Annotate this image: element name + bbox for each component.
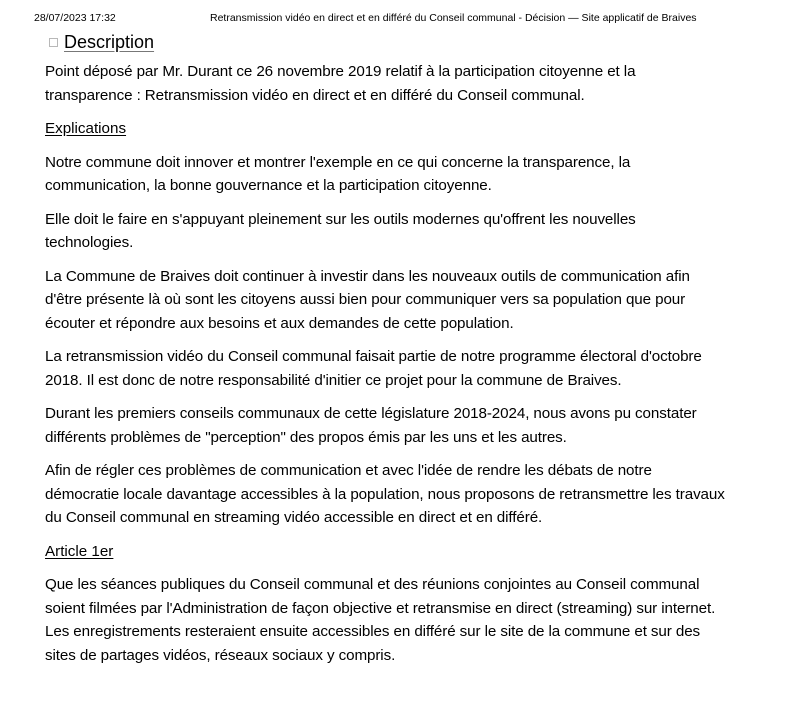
intro-paragraph: Point déposé par Mr. Durant ce 26 novembre 2019 relatif à la participation citoyenne et la transparence : Retransmission vidéo en direct et en différé du Conseil communal. bbox=[45, 63, 636, 104]
paragraph: Elle doit le faire en s'appuyant pleinement sur les outils modernes qu'offrent les nouvelles technologies. bbox=[45, 210, 636, 251]
section-heading-description[interactable] bbox=[45, 30, 725, 54]
paragraph: Que les séances publiques du Conseil communal et des réunions conjointes au Conseil communal soient filmées par l'Administration de façon objective et retransmise en direct (streaming) sur internet. Les enregistrements resteraient ensuite accessibles en différé sur le site de la commune et sur des sites de partages vidéos, réseaux sociaux y compris. bbox=[45, 576, 716, 664]
print-header bbox=[0, 12, 787, 26]
section-title: Description bbox=[64, 31, 155, 52]
print-datetime: 28/07/2023 17:32 bbox=[34, 12, 116, 24]
paragraph: La Commune de Braives doit continuer à investir dans les nouveaux outils de communication afin d'être présente là où sont les citoyens aussi bien pour communiquer vers sa population que pour écouter et répondre aux besoins et aux demandes de cette population. bbox=[45, 267, 690, 332]
checkbox-icon bbox=[49, 38, 58, 47]
article-heading: Article 1er bbox=[45, 542, 114, 560]
print-page-title: Retransmission vidéo en direct et en différé du Conseil communal - Décision — Site applicatif de Braives bbox=[210, 12, 697, 24]
paragraph: Afin de régler ces problèmes de communication et avec l'idée de rendre les débats de notre démocratie locale davantage accessibles à la population, nous proposons de retransmettre les travaux du Conseil communal en streaming vidéo accessible en direct et en différé. bbox=[45, 462, 725, 526]
paragraph: La retransmission vidéo du Conseil communal faisait partie de notre programme électoral d'octobre 2018. Il est donc de notre responsabilité d'initier ce projet pour la commune de Braives. bbox=[45, 348, 702, 389]
paragraph: Durant les premiers conseils communaux de cette législature 2018-2024, nous avons pu constater différents problèmes de "perception" des propos émis par les uns et les autres. bbox=[45, 405, 697, 446]
document-content bbox=[45, 30, 725, 677]
paragraph: Notre commune doit innover et montrer l'exemple en ce qui concerne la transparence, la communication, la bonne gouvernance et la participation citoyenne. bbox=[45, 153, 631, 194]
explications-heading: Explications bbox=[45, 120, 127, 137]
